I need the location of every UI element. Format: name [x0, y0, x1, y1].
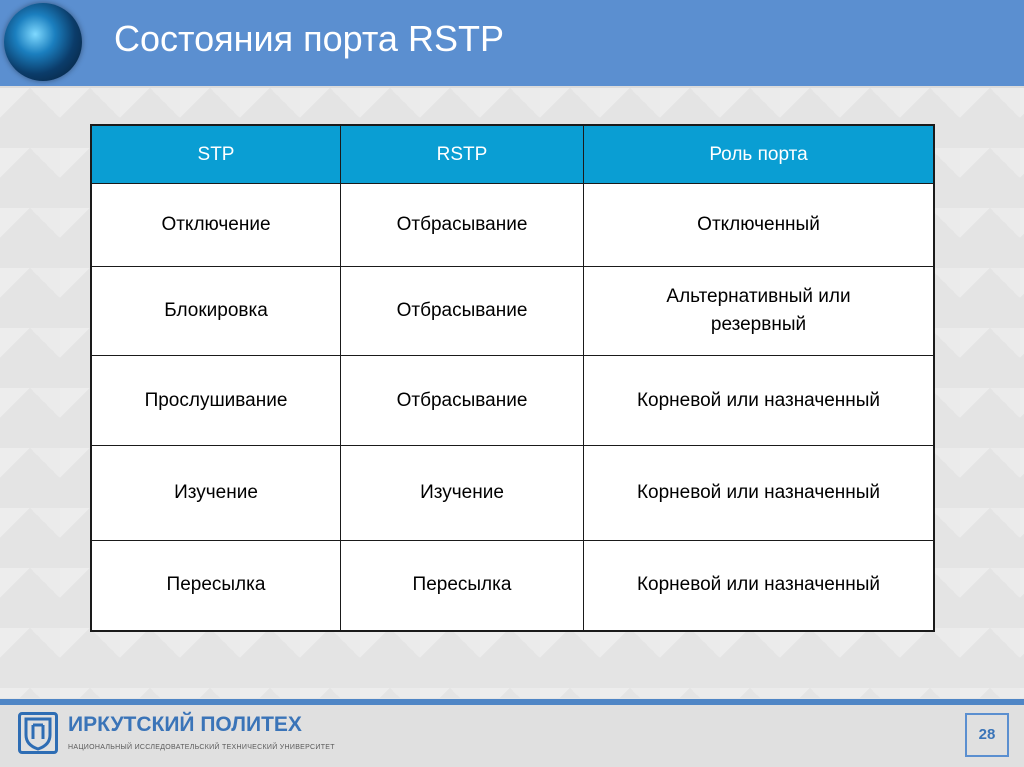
table-row: [91, 446, 934, 541]
cell-stp: Изучение: [91, 446, 341, 541]
table-row: [91, 267, 934, 356]
cell-stp: Блокировка: [91, 267, 341, 356]
cell-rstp: Отбрасывание: [341, 356, 584, 446]
globe-icon: [4, 3, 82, 81]
table-row: [91, 184, 934, 267]
cell-role: Корневой или назначенный: [584, 356, 935, 446]
cell-rstp: Пересылка: [341, 541, 584, 631]
slide-header: [0, 0, 1024, 88]
university-subtitle: НАЦИОНАЛЬНЫЙ ИССЛЕДОВАТЕЛЬСКИЙ ТЕХНИЧЕСКИЙ УНИВЕРСИТЕТ: [68, 744, 335, 751]
cell-rstp: Отбрасывание: [341, 267, 584, 356]
port-states-table: [90, 124, 935, 632]
university-shield-icon: [18, 712, 58, 754]
slide-title: Состояния порта RSTP: [114, 18, 504, 59]
cell-role: Альтернативный или резервный: [584, 267, 935, 356]
cell-role: Корневой или назначенный: [584, 446, 935, 541]
cell-rstp: Изучение: [341, 446, 584, 541]
page-number: 28: [965, 713, 1009, 757]
cell-stp: Пересылка: [91, 541, 341, 631]
column-header-rstp: RSTP: [341, 125, 584, 184]
university-name: ИРКУТСКИЙ ПОЛИТЕХ: [68, 713, 302, 736]
cell-rstp: Отбрасывание: [341, 184, 584, 267]
cell-role: Отключенный: [584, 184, 935, 267]
column-header-port-role: Роль порта: [584, 125, 935, 184]
table-row: [91, 356, 934, 446]
table-header-row: [91, 125, 934, 184]
table-row: [91, 541, 934, 631]
cell-stp: Прослушивание: [91, 356, 341, 446]
cell-role: Корневой или назначенный: [584, 541, 935, 631]
cell-stp: Отключение: [91, 184, 341, 267]
column-header-stp: STP: [91, 125, 341, 184]
